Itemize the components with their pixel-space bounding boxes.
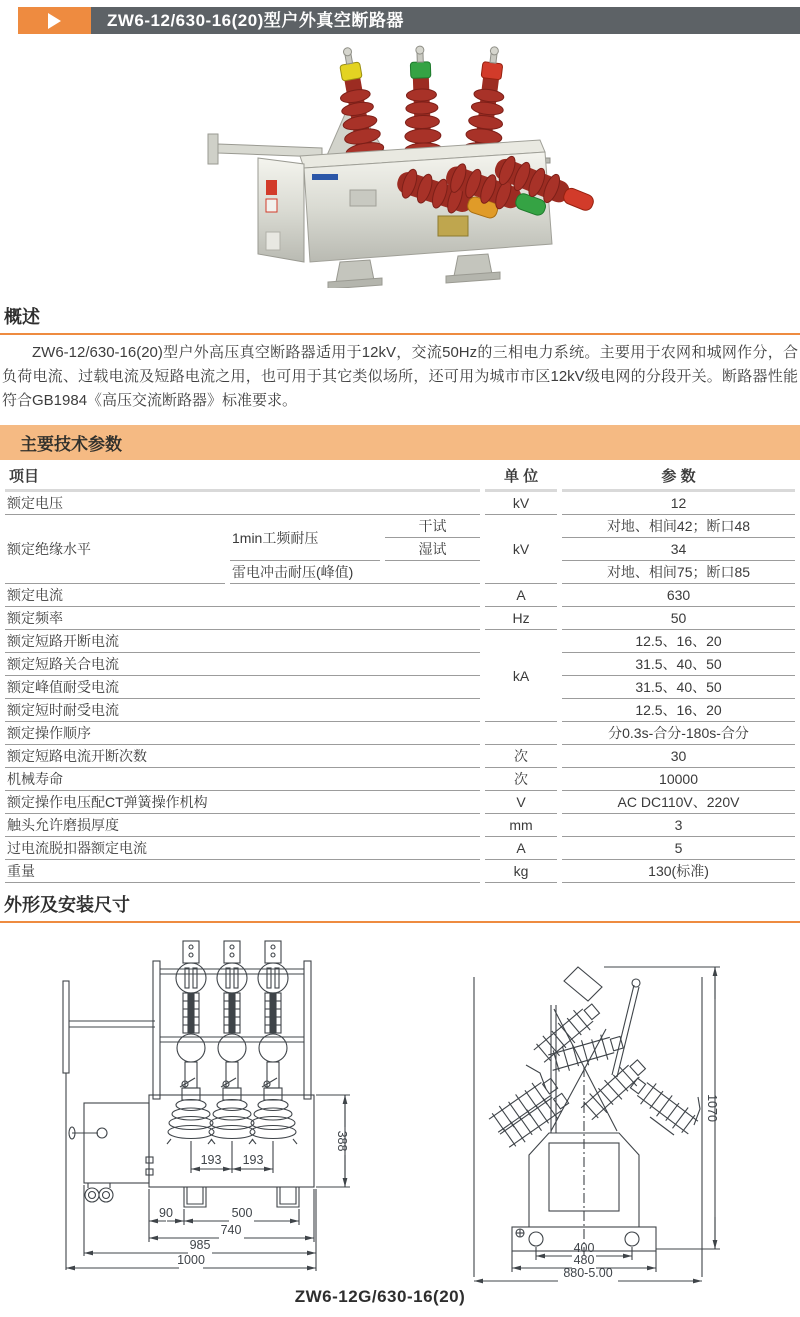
vertical-insulator-green xyxy=(401,45,443,160)
cell-param: 130(标准) xyxy=(562,860,795,883)
table-row xyxy=(5,676,795,699)
table-row xyxy=(5,630,795,653)
cell-unit: 次 xyxy=(485,768,557,791)
cell-item: 额定操作顺序 xyxy=(5,722,480,745)
cell-param: 30 xyxy=(562,745,795,768)
cell-item: 额定短路电流开断次数 xyxy=(5,745,480,768)
cell-item: 额定峰值耐受电流 xyxy=(5,676,480,699)
header-arrow-box xyxy=(18,7,91,34)
cell-param: 10000 xyxy=(562,768,795,791)
dim-foot-span: 500 xyxy=(231,1206,253,1220)
cell-param: 分0.3s-合分-180s-合分 xyxy=(562,722,795,745)
table-row xyxy=(5,607,795,630)
cell-param: 34 xyxy=(562,538,795,561)
cell-param: 50 xyxy=(562,607,795,630)
dim-pole-pitch-left: 193 xyxy=(200,1153,222,1167)
col-header-item: 项目 xyxy=(5,462,480,492)
cell-item: 机械寿命 xyxy=(5,768,480,791)
table-row xyxy=(5,814,795,837)
cell-unit: A xyxy=(485,584,557,607)
overview-heading: 概述 xyxy=(4,307,40,327)
table-row xyxy=(5,492,795,515)
cell-item: 触头允许磨损厚度 xyxy=(5,814,480,837)
cell-item: 额定电压 xyxy=(5,492,480,515)
overview-section xyxy=(0,295,800,413)
cell-unit xyxy=(485,722,557,745)
table-header-row xyxy=(5,462,795,492)
product-photo xyxy=(0,40,800,293)
table-row xyxy=(5,745,795,768)
cell-param: 31.5、40、50 xyxy=(562,653,795,676)
cell-param: 31.5、40、50 xyxy=(562,676,795,699)
table-row xyxy=(5,860,795,883)
cell-unit: V xyxy=(485,791,557,814)
dim-tank-width: 740 xyxy=(220,1223,242,1237)
overview-paragraph: ZW6-12/630-16(20)型户外高压真空断路器适用于12kV，交流50Hz的三相电力系统。主要用于农网和城网作分，合负荷电流、过载电流及短路电流之用，也可用于其它类似场所，还可用为城市市区12kV级电网的分段开关。断路器性能符合GB1984《高压交流断路器》标准要求。 xyxy=(2,344,798,409)
cell-unit: mm xyxy=(485,814,557,837)
dim-pole-pitch-right: 193 xyxy=(242,1153,264,1167)
dimension-drawings xyxy=(0,937,800,1285)
cell-item: 额定频率 xyxy=(5,607,480,630)
dim-base-width: 985 xyxy=(189,1238,211,1252)
cell-param: AC DC110V、220V xyxy=(562,791,795,814)
product-photo-illustration xyxy=(200,40,600,288)
cell-item: 额定绝缘水平 xyxy=(5,515,225,584)
cell-leaf-item: 湿试 xyxy=(385,538,480,561)
play-triangle-icon xyxy=(48,13,61,29)
overview-divider xyxy=(0,333,800,335)
dimensions-heading: 外形及安装尺寸 xyxy=(4,895,130,915)
dim-tank-height: 388 xyxy=(335,1130,349,1152)
cell-unit: kV xyxy=(485,515,557,584)
tech-params-heading: 主要技术参数 xyxy=(0,425,800,460)
cell-param: 3 xyxy=(562,814,795,837)
cell-param: 12.5、16、20 xyxy=(562,699,795,722)
dim-overall-height: 1070 xyxy=(705,1094,719,1122)
dim-overall-width: 1000 xyxy=(177,1253,205,1267)
cell-leaf-item: 干试 xyxy=(385,515,480,538)
cell-item: 过电流脱扣器额定电流 xyxy=(5,837,480,860)
cell-sub-item: 雷电冲击耐压(峰值) xyxy=(230,561,480,584)
table-row xyxy=(5,791,795,814)
cell-param: 630 xyxy=(562,584,795,607)
col-header-unit: 单 位 xyxy=(485,462,557,492)
dimensions-section xyxy=(0,883,800,1307)
table-row xyxy=(5,837,795,860)
cell-item: 额定操作电压配CT弹簧操作机构 xyxy=(5,791,480,814)
front-view-drawing xyxy=(54,937,389,1277)
page-title: ZW6-12/630-16(20)型户外真空断路器 xyxy=(91,7,800,34)
tech-params-table xyxy=(0,462,800,883)
cell-unit: A xyxy=(485,837,557,860)
datasheet-page xyxy=(0,7,800,1307)
cell-unit: kg xyxy=(485,860,557,883)
table-row xyxy=(5,584,795,607)
col-header-param: 参 数 xyxy=(562,462,795,492)
cell-item: 额定短路开断电流 xyxy=(5,630,480,653)
dim-overall-depth: 880-5.00 xyxy=(563,1266,613,1280)
cell-unit: Hz xyxy=(485,607,557,630)
drawing-caption: ZW6-12G/630-16(20) xyxy=(294,1287,466,1306)
table-row xyxy=(5,768,795,791)
cell-item: 重量 xyxy=(5,860,480,883)
table-row xyxy=(5,699,795,722)
page-header xyxy=(18,7,800,34)
cell-item: 额定短时耐受电流 xyxy=(5,699,480,722)
cell-param: 对地、相间75；断口85 xyxy=(562,561,795,584)
table-row xyxy=(5,722,795,745)
cell-param: 5 xyxy=(562,837,795,860)
side-view-drawing xyxy=(454,937,754,1285)
dim-base-depth: 480 xyxy=(573,1253,595,1267)
cell-param: 12 xyxy=(562,492,795,515)
cell-unit: 次 xyxy=(485,745,557,768)
cell-sub-item: 1min工频耐压 xyxy=(230,515,380,561)
dim-edge-offset: 90 xyxy=(159,1206,173,1220)
table-row xyxy=(5,515,795,538)
cell-item: 额定电流 xyxy=(5,584,480,607)
cell-param: 对地、相间42；断口48 xyxy=(562,515,795,538)
table-row xyxy=(5,653,795,676)
cell-unit: kA xyxy=(485,630,557,722)
dimensions-divider xyxy=(0,921,800,923)
dim-bolt-span: 400 xyxy=(573,1241,595,1255)
cell-item: 额定短路关合电流 xyxy=(5,653,480,676)
cell-param: 12.5、16、20 xyxy=(562,630,795,653)
cell-unit: kV xyxy=(485,492,557,515)
